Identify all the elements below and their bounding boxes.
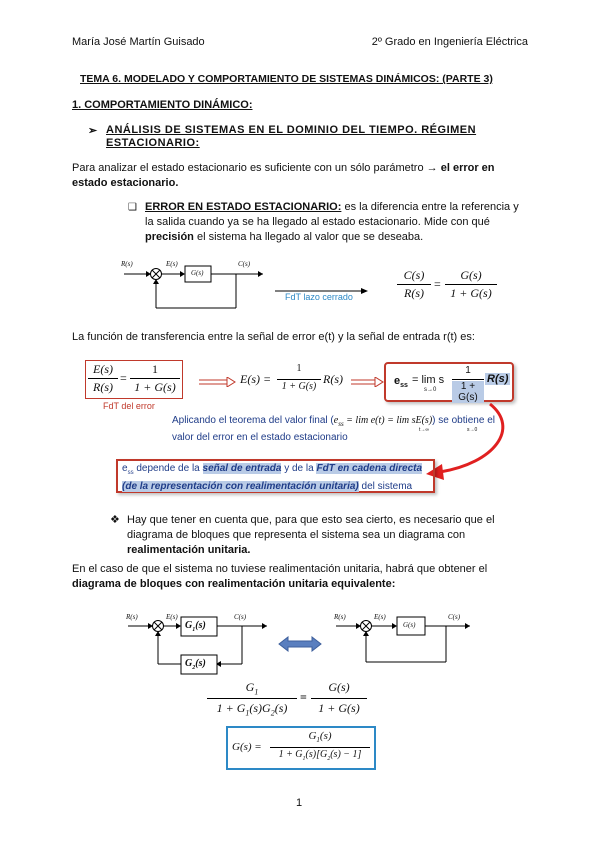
- block-diagram-equivalent: R(s) E(s) G(s) C(s): [330, 612, 475, 672]
- header-course: 2º Grado en Ingeniería Eléctrica: [371, 36, 528, 48]
- page-title: TEMA 6. MODELADO Y COMPORTAMIENTO DE SISTEMAS DINÁMICOS: (PARTE 3): [80, 73, 493, 85]
- closed-loop-formula: C(s) R(s) = G(s) 1 + G(s): [397, 268, 497, 304]
- error-tf-box: E(s) R(s) = 1 1 + G(s): [85, 360, 183, 399]
- unity-feedback-note: ❖ Hay que tener en cuenta que, para que esto sea cierto, es necesario que el diagrama de bloques que representa el sistema sea un diagrama con realimentación unitaria.: [110, 514, 495, 556]
- steady-state-error-box: $e_{ss}$ = lim s s→0 1 1 + G(s) R(s): [384, 362, 514, 402]
- non-unity-paragraph: En el caso de que el sistema no tuviese realimentación unitaria, habrá que obtener el diagrama de bloques con realimentación unitaria equivalente:: [72, 563, 488, 590]
- intro-paragraph: Para analizar el estado estacionario es suficiente con un sólo parámetro → el error en estado estacionario.: [72, 162, 495, 189]
- double-arrow-icon: [197, 377, 237, 387]
- definition-bullet: ❑ ERROR EN ESTADO ESTACIONARIO: es la diferencia entre la referencia y la salida cuando ya se ha llegado al estado estacionario. Mide con qué precisión el sistema ha llegado al valor que se deseaba.: [128, 201, 519, 243]
- closed-loop-label: FdT lazo cerrado: [285, 292, 353, 302]
- page-number: 1: [296, 797, 303, 809]
- curved-arrow-icon: [420, 398, 520, 488]
- header-author: María José Martín Guisado: [72, 36, 205, 48]
- final-value-note: Aplicando el teorema del valor final $(e_{ss} = \lim e(t) = \lim sE(s))$ se obtiene el valor del error en el estado estacionario t→∞ s→0: [172, 415, 495, 443]
- error-equation: E(s) = 1 1 + G(s) R(s): [240, 363, 343, 392]
- arrow-bullet-icon: ➢: [88, 125, 98, 137]
- subsection-bullet: [88, 124, 528, 150]
- equivalent-g-box: G(s) = $G_1(s)$ $1 + G_1(s)[G_2(s) - 1]$: [226, 726, 376, 770]
- ess-dependency-box: $e_{ss}$ depende de la señal de entrada y de la FdT en cadena directa (de la representación con realimentación unitaria) del sistema: [116, 459, 435, 493]
- error-tf-paragraph: La función de transferencia entre la señal de error e(t) y la señal de entrada r(t) es:: [72, 331, 475, 343]
- equivalence-formula: $G_1$ $1 + G_1(s)G_2(s)$ = G(s) 1 + G(s): [207, 680, 367, 720]
- block-diagram-unity: R(s) E(s) G(s) C(s): [118, 257, 268, 317]
- block-diagram-non-unity: R(s) E(s) $G_1(s)$ $G_2(s)$ C(s): [122, 612, 272, 678]
- definition-term: ERROR EN ESTADO ESTACIONARIO:: [145, 201, 342, 213]
- red-arrow-2: [349, 374, 385, 384]
- square-bullet-icon: ❑: [128, 202, 137, 213]
- section-heading: 1. COMPORTAMIENTO DINÁMICO:: [72, 99, 253, 111]
- closed-loop-arrow: [273, 282, 371, 290]
- diamond-bullet-icon: ❖: [110, 514, 120, 526]
- subsection-heading: ANÁLISIS DE SISTEMAS EN EL DOMINIO DEL TIEMPO. RÉGIMEN ESTACIONARIO:: [106, 124, 477, 149]
- error-tf-caption: FdT del error: [103, 401, 155, 411]
- double-arrow-icon: [349, 377, 385, 387]
- double-headed-arrow-icon: [278, 636, 322, 652]
- red-arrow-1: [197, 374, 237, 384]
